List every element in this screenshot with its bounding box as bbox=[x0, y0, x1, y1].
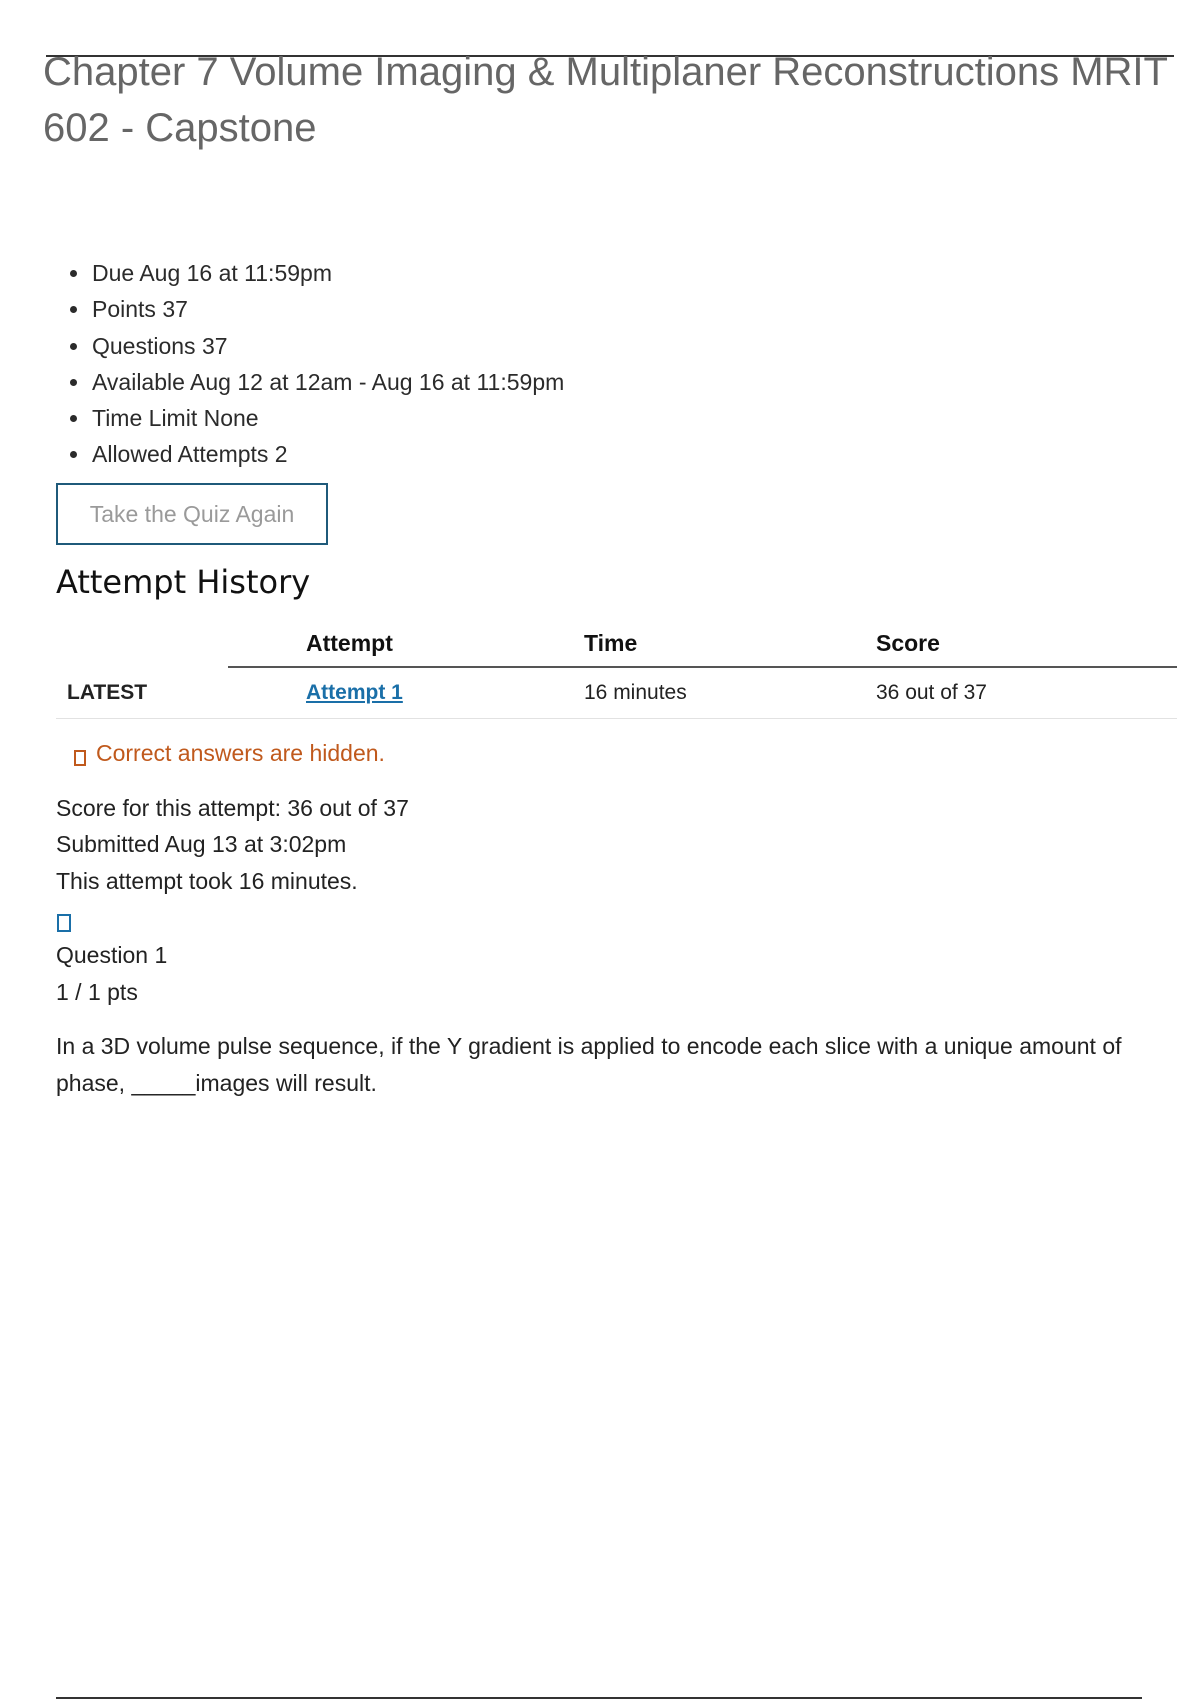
column-header-attempt: Attempt bbox=[306, 630, 393, 656]
attempt-time: 16 minutes bbox=[584, 681, 687, 704]
question-points: 1 / 1 pts bbox=[56, 978, 138, 1005]
answers-hidden-text: Correct answers are hidden. bbox=[96, 740, 385, 766]
attempt-history-heading: Attempt History bbox=[56, 563, 311, 601]
question-number: Question 1 bbox=[56, 942, 168, 968]
answers-hidden-notice bbox=[74, 738, 385, 768]
detail-time-limit: • Time Limit None bbox=[91, 400, 564, 436]
quiz-details-list bbox=[66, 255, 564, 473]
warning-box-icon bbox=[74, 750, 86, 766]
table-row bbox=[56, 668, 1177, 719]
attempt-submitted-line: Submitted Aug 13 at 3:02pm bbox=[56, 831, 347, 858]
question-flag[interactable] bbox=[57, 914, 71, 932]
attempt-summary bbox=[56, 790, 409, 899]
bottom-divider bbox=[56, 1697, 1142, 1699]
flag-box-icon bbox=[57, 914, 71, 932]
attempt-score-line: Score for this attempt: 36 out of 37 bbox=[56, 795, 409, 821]
table-header-row bbox=[56, 620, 1177, 668]
detail-available: • Available Aug 12 at 12am - Aug 16 at 11:59pm bbox=[91, 364, 564, 400]
detail-questions: • Questions 37 bbox=[91, 328, 564, 364]
detail-due: • Due Aug 16 at 11:59pm bbox=[91, 255, 564, 291]
column-header-time: Time bbox=[584, 630, 638, 656]
take-quiz-again-button[interactable]: Take the Quiz Again bbox=[56, 483, 328, 545]
question-header bbox=[56, 937, 167, 1010]
attempt-duration-line: This attempt took 16 minutes. bbox=[56, 867, 358, 894]
attempt-score: 36 out of 37 bbox=[876, 681, 987, 704]
attempt-history-table bbox=[56, 620, 1177, 719]
detail-points: • Points 37 bbox=[91, 291, 564, 327]
detail-allowed-attempts: • Allowed Attempts 2 bbox=[91, 436, 564, 472]
column-header-score: Score bbox=[876, 630, 940, 656]
page-title: Chapter 7 Volume Imaging & Multiplaner Reconstructions MRIT 602 - Capstone bbox=[43, 50, 1168, 150]
latest-label: LATEST bbox=[67, 681, 148, 704]
attempt-1-link[interactable]: Attempt 1 bbox=[306, 681, 403, 704]
question-text: In a 3D volume pulse sequence, if the Y gradient is applied to encode each slice with a unique amount of phase, _____images will result. bbox=[56, 1033, 1122, 1096]
